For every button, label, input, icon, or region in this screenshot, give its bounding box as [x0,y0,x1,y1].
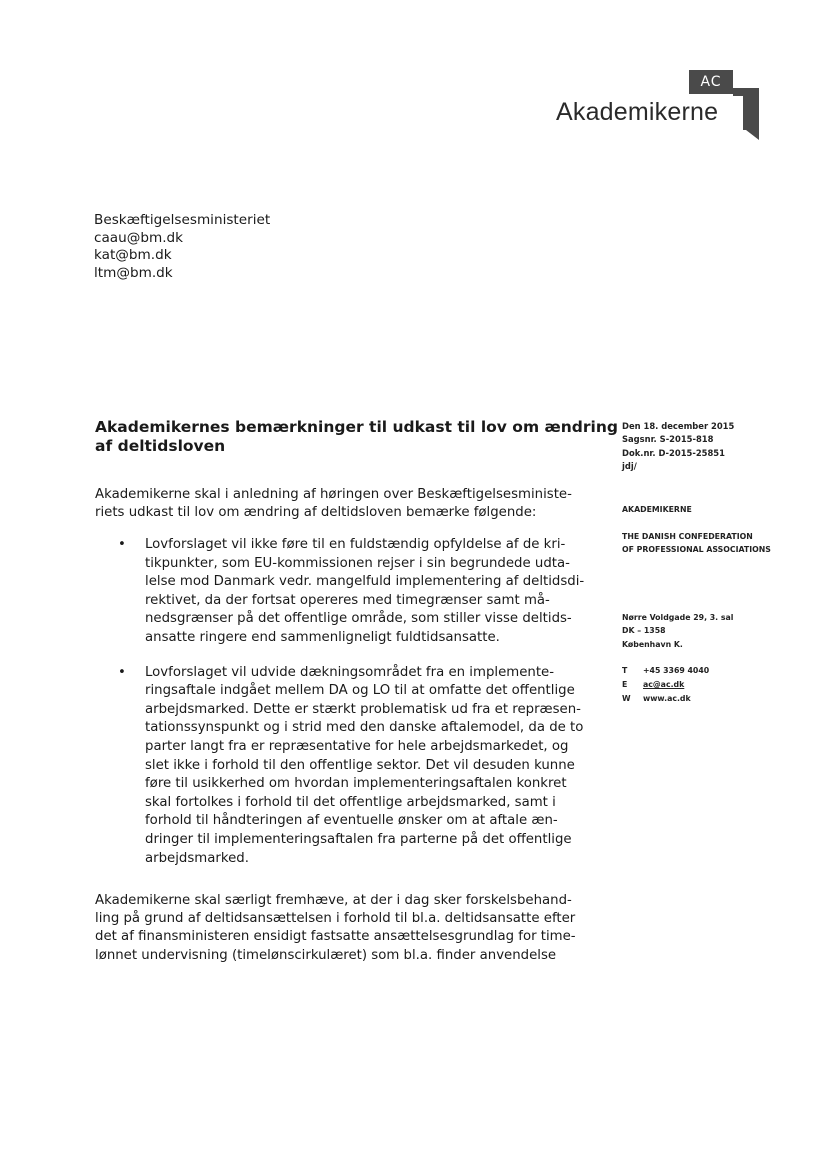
meta-doc-number: Dok.nr. D-2015-25851 [622,447,725,458]
intro-paragraph: Akademikerne skal i anledning af høringen over Beskæftigelsesministe- riets udkast til lov om ændring af deltidsloven bemærke følgende: [95,487,572,521]
final-paragraph: Akademikerne skal særligt fremhæve, at der i dag sker forskelsbehand- ling på grund af deltidsansættelsen i forhold til bl.a. deltidsansatte efter det af finansministeren ensidigt fastsatte ansættelsesgrundlag for time- lønnet undervisning (timelønscirkulæret) som bl.a. finder anvendelse [95,893,576,963]
meta-initials: jdj/ [622,460,637,471]
address-block [622,611,733,651]
contact-phone: T +45 3369 4040 [622,666,710,675]
email-link[interactable]: ac@ac.dk [643,680,685,689]
org-name: AKADEMIKERNE [622,505,692,514]
logo-wordmark: Akademikerne [556,98,719,126]
meta-date: Den 18. december 2015 [622,421,735,431]
list-item: • Lovforslaget vil ikke føre til en fuldstændig opfyldelse af de kri- tikpunkter, som EU-kommissionen rejser i sin begrundede udta- lelse mod Danmark vedr. mangelfuld implementering af deltidsdi- rektivet, da der fortsat opereres med timegrænser samt må- nedsgrænser på det offentlige område, som stiller visse deltids- ansatte ringere end sammenligneligt fuldtidsansatte. [118,537,585,645]
recipient-block [94,212,270,282]
document-title: Akademikernes bemærkninger til udkast til lov om ændring af deltidsloven [95,418,618,455]
org-english-name: THE DANISH CONFEDERATION [622,531,753,541]
recipient-email: kat@bm.dk [94,247,172,263]
contact-email: E ac@ac.dk [622,680,685,689]
organization-info [622,503,771,557]
recipient-email: caau@bm.dk [94,229,184,246]
list-item: • Lovforslaget vil udvide dækningsområdet fra en implemente- ringsaftale indgået mellem DA og LO til at omfatte det offentlige arbejdsmarked. Dette er stærkt problematisk ud fra et repræsen- tationssynspunkt og i strid med den danske aftalemodel, da de to parter langt fra er repræsentative for hele arbejdsmarkedet, og slet ikke i forhold til den offentlige sektor. Det vil desuden kunne føre til usikkerhed om hvordan implementeringsaftalen konkret skal fortolkes i forhold til det offentlige arbejdsmarked, samt i forhold til håndteringen af eventuelle ønsker om at aftale æn- dringer til implementeringsaftalen fra parterne på det offentlige arbejdsmarked. [118,664,584,866]
ac-badge: AC [689,70,733,94]
bullet-icon: • [118,537,126,552]
address-city: København K. [622,639,683,649]
bullet-list [115,536,590,884]
address-postcode: DK – 1358 [622,626,666,636]
address-street: Nørre Voldgade 29, 3. sal [622,613,734,622]
bullet-icon: • [118,664,126,680]
logo-bracket-icon [733,88,759,140]
document-meta [622,420,734,473]
contact-web: W www.ac.dk [622,694,691,703]
recipient-name: Beskæftigelsesministeriet [94,212,271,228]
recipient-email: ltm@bm.dk [94,264,173,281]
web-link[interactable]: www.ac.dk [643,694,691,703]
contact-block [622,664,709,706]
meta-case-number: Sagsnr. S-2015-818 [622,434,714,445]
org-english-name: OF PROFESSIONAL ASSOCIATIONS [622,545,771,554]
akademikerne-logo [556,70,761,142]
